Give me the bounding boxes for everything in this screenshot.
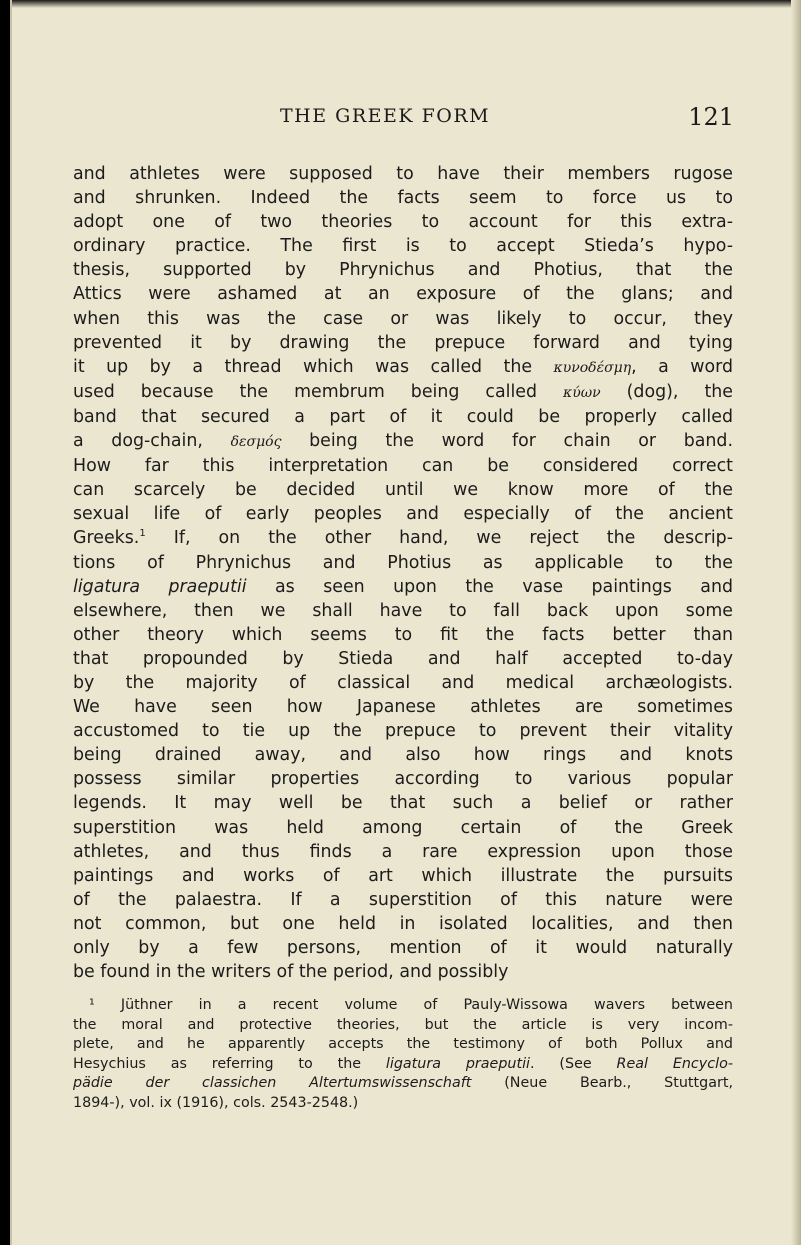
body-line: elsewhere, then we shall have to fall back upon some bbox=[73, 600, 733, 621]
body-line: not common, but one held in isolated localities, and then bbox=[73, 913, 733, 934]
body-line: athletes, and thus finds a rare expression upon those bbox=[73, 841, 733, 862]
body-line: of the palaestra. If a superstition of this nature were bbox=[73, 889, 733, 910]
italic-text: ligatura praeputii bbox=[385, 1055, 531, 1072]
footnote-line: plete, and he apparently accepts the testimony of both Pollux and bbox=[73, 1036, 733, 1053]
body-line: that propounded by Stieda and half accepted to-day bbox=[73, 648, 733, 669]
body-line: only by a few persons, mention of it would naturally bbox=[73, 938, 733, 958]
italic-text: ligatura praeputii bbox=[73, 576, 247, 597]
body-line: sexual life of early peoples and especially of the ancient bbox=[73, 504, 733, 525]
body-line: by the majority of classical and medical archæologists. bbox=[73, 672, 733, 693]
body-line: it up by a thread which was called the κυνοδέσμη, a word bbox=[73, 356, 733, 377]
book-page bbox=[10, 0, 801, 1245]
body-line: and shrunken. Indeed the facts seem to force us to bbox=[73, 188, 733, 209]
body-line: can scarcely be decided until we know more of the bbox=[73, 480, 733, 501]
body-line: ordinary practice. The first is to accept Stieda’s hypo- bbox=[73, 236, 733, 257]
page-top-shadow bbox=[12, 0, 801, 8]
running-title: THE GREEK FORM bbox=[280, 105, 491, 127]
body-line: possess similar properties according to various popular bbox=[73, 769, 733, 790]
greek-word: κυνοδέσμη bbox=[553, 359, 632, 376]
footnote-line: Hesychius as referring to the ligatura praeputii. (See Real Encyclo- bbox=[73, 1055, 733, 1072]
footnote bbox=[73, 996, 733, 1114]
body-line: thesis, supported by Phrynichus and Photius, that the bbox=[73, 260, 733, 281]
footnote-line: pädie der classichen Altertumswissenschaft (Neue Bearb., Stuttgart, bbox=[73, 1075, 733, 1092]
body-line: Attics were ashamed at an exposure of the glans; and bbox=[73, 284, 733, 305]
page-header bbox=[72, 103, 734, 137]
body-line: paintings and works of art which illustrate the pursuits bbox=[73, 865, 733, 886]
body-line: ligatura praeputii as seen upon the vase paintings and bbox=[73, 576, 734, 597]
body-line: tions of Phrynichus and Photius as applicable to the bbox=[73, 552, 733, 573]
body-line: being drained away, and also how rings and knots bbox=[73, 745, 733, 766]
body-line: other theory which seems to fit the facts better than bbox=[73, 624, 733, 645]
footnote-line: ¹ Jüthner in a recent volume of Pauly-Wissowa wavers between bbox=[89, 997, 733, 1013]
greek-word: κύων bbox=[563, 384, 601, 401]
page-right-edge bbox=[791, 0, 801, 1245]
footnote-line: 1894-), vol. ix (1916), cols. 2543-2548.) bbox=[73, 1094, 359, 1111]
body-line: legends. It may well be that such a belief or rather bbox=[73, 793, 733, 814]
body-line: used because the membrum being called κύων (dog), the bbox=[73, 381, 733, 402]
italic-text: Real Encyclo- bbox=[616, 1055, 733, 1072]
footnote-marker: 1 bbox=[139, 528, 146, 540]
footnote-line: the moral and protective theories, but the article is very incom- bbox=[73, 1016, 733, 1033]
page-number: 121 bbox=[688, 103, 734, 131]
body-line: and athletes were supposed to have their members rugose bbox=[73, 164, 733, 184]
greek-word: δεσμός bbox=[230, 434, 282, 451]
body-line: be found in the writers of the period, and possibly bbox=[73, 962, 509, 983]
body-text bbox=[73, 162, 733, 984]
body-line: band that secured a part of it could be properly called bbox=[73, 406, 733, 427]
body-line: adopt one of two theories to account for this extra- bbox=[73, 212, 733, 233]
body-line: Greeks.$^1$ If, on the other hand, we reject the descrip- bbox=[73, 528, 733, 549]
body-line: prevented it by drawing the prepuce forward and tying bbox=[73, 332, 733, 353]
body-line: when this was the case or was likely to occur, they bbox=[73, 308, 733, 329]
italic-text: pädie der classichen Altertumswissenschaft bbox=[73, 1075, 472, 1092]
body-line: a dog-chain, δεσμός being the word for chain or band. bbox=[73, 431, 733, 452]
body-line: How far this interpretation can be considered correct bbox=[73, 456, 733, 477]
body-line: We have seen how Japanese athletes are sometimes bbox=[73, 697, 733, 718]
body-line: accustomed to tie up the prepuce to prevent their vitality bbox=[73, 721, 733, 742]
body-line: superstition was held among certain of the Greek bbox=[73, 817, 733, 838]
